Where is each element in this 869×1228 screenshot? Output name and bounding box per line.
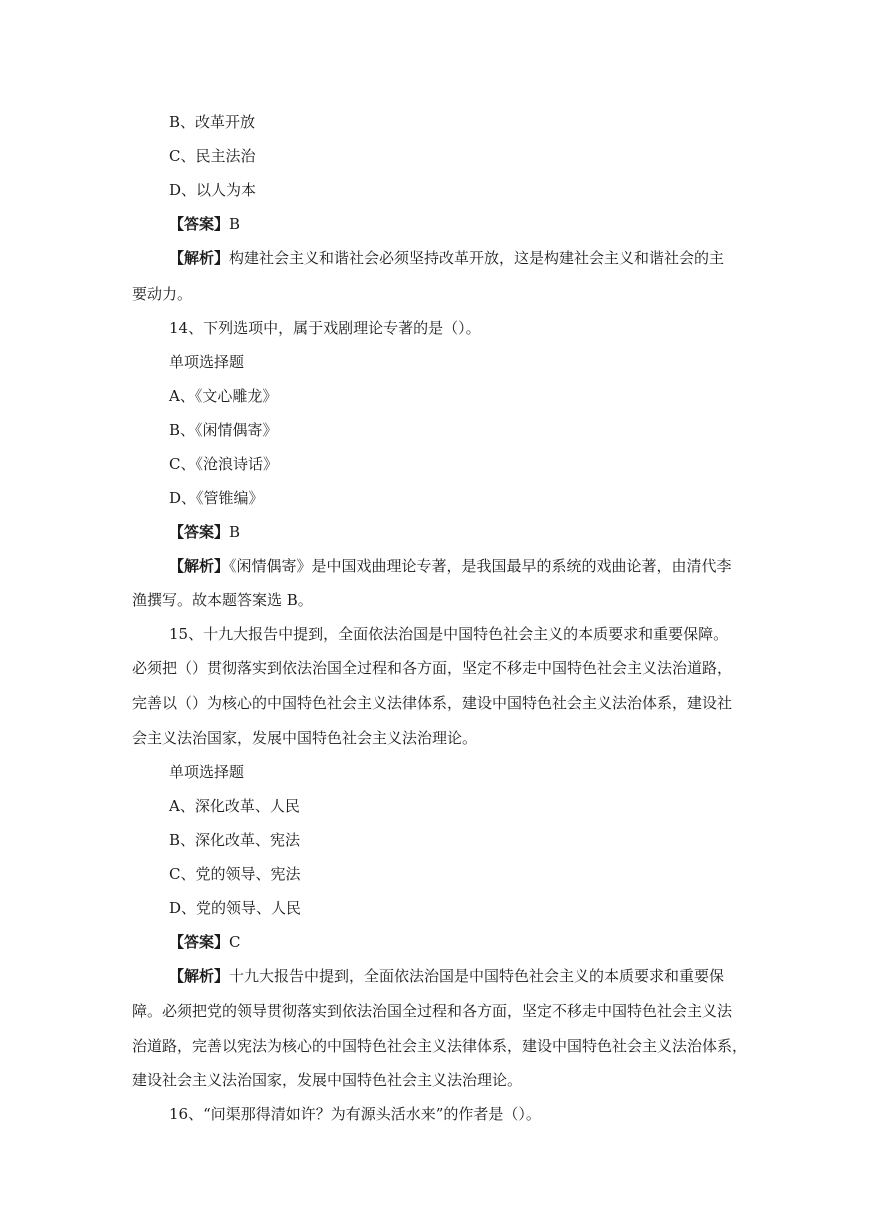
q14-option-d: D、《管锥编》 [169,489,264,507]
q14-analysis-line-2: 渔撰写。故本题答案选 B。 [132,591,313,609]
q13-option-c: C、民主法治 [169,147,256,165]
q14-stem: 14、下列选项中，属于戏剧理论专著的是（）。 [169,319,481,337]
q16-stem: 16、“问渠那得清如许？为有源头活水来”的作者是（）。 [169,1105,541,1123]
q14-option-b: B、《闲情偶寄》 [169,421,278,439]
q15-analysis-line-2: 障。必须把党的领导贯彻落实到依法治国全过程和各方面，坚定不移走中国特色社会主义法 [132,1002,733,1020]
analysis-label: 【解析】 [169,967,230,985]
q14-analysis-line-1 [169,556,732,576]
q15-stem-line-3: 完善以（）为核心的中国特色社会主义法律体系，建设中国特色社会主义法治体系，建设社 [132,694,733,712]
q15-type: 单项选择题 [169,763,245,781]
analysis-label: 【解析】 [169,557,230,575]
q15-option-a: A、深化改革、人民 [169,797,300,815]
answer-value: B [229,523,241,541]
answer-label: 【答案】 [169,933,230,951]
q15-option-b: B、深化改革、宪法 [169,831,301,849]
analysis-label: 【解析】 [169,249,230,267]
q15-option-c: C、党的领导、宪法 [169,865,301,883]
analysis-text: 《闲情偶寄》是中国戏曲理论专著，是我国最早的系统的戏曲论著，由清代李 [229,557,732,575]
q14-option-c: C、《沧浪诗话》 [169,455,278,473]
q14-answer [169,522,240,542]
q13-answer [169,214,240,234]
answer-value: C [229,933,241,951]
q15-stem-line-1: 15、十九大报告中提到，全面依法治国是中国特色社会主义的本质要求和重要保障。 [169,625,729,643]
answer-value: B [229,215,241,233]
q14-option-a: A、《文心雕龙》 [169,387,278,405]
q14-type: 单项选择题 [169,353,245,371]
answer-label: 【答案】 [169,523,230,541]
answer-label: 【答案】 [169,215,230,233]
q15-answer [169,932,241,952]
q15-analysis-line-4: 建设社会主义法治国家，发展中国特色社会主义法治理论。 [132,1071,523,1089]
q15-stem-line-2: 必须把（）贯彻落实到依法治国全过程和各方面，坚定不移走中国特色社会主义法治道路， [132,659,733,677]
q15-stem-line-4: 会主义法治国家，发展中国特色社会主义法治理论。 [132,729,478,747]
q15-analysis-line-1 [169,966,724,986]
q13-option-d: D、以人为本 [169,181,257,199]
q15-analysis-line-3: 治道路，完善以宪法为核心的中国特色社会主义法律体系，建设中国特色社会主义法治体系， [132,1037,748,1055]
q15-option-d: D、党的领导、人民 [169,899,302,917]
q13-analysis-line-2: 要动力。 [132,285,193,303]
q13-analysis-line-1 [169,248,724,268]
analysis-text: 十九大报告中提到，全面依法治国是中国特色社会主义的本质要求和重要保 [229,967,725,985]
analysis-text: 构建社会主义和谐社会必须坚持改革开放，这是构建社会主义和谐社会的主 [229,249,725,267]
q13-option-b: B、改革开放 [169,113,256,131]
